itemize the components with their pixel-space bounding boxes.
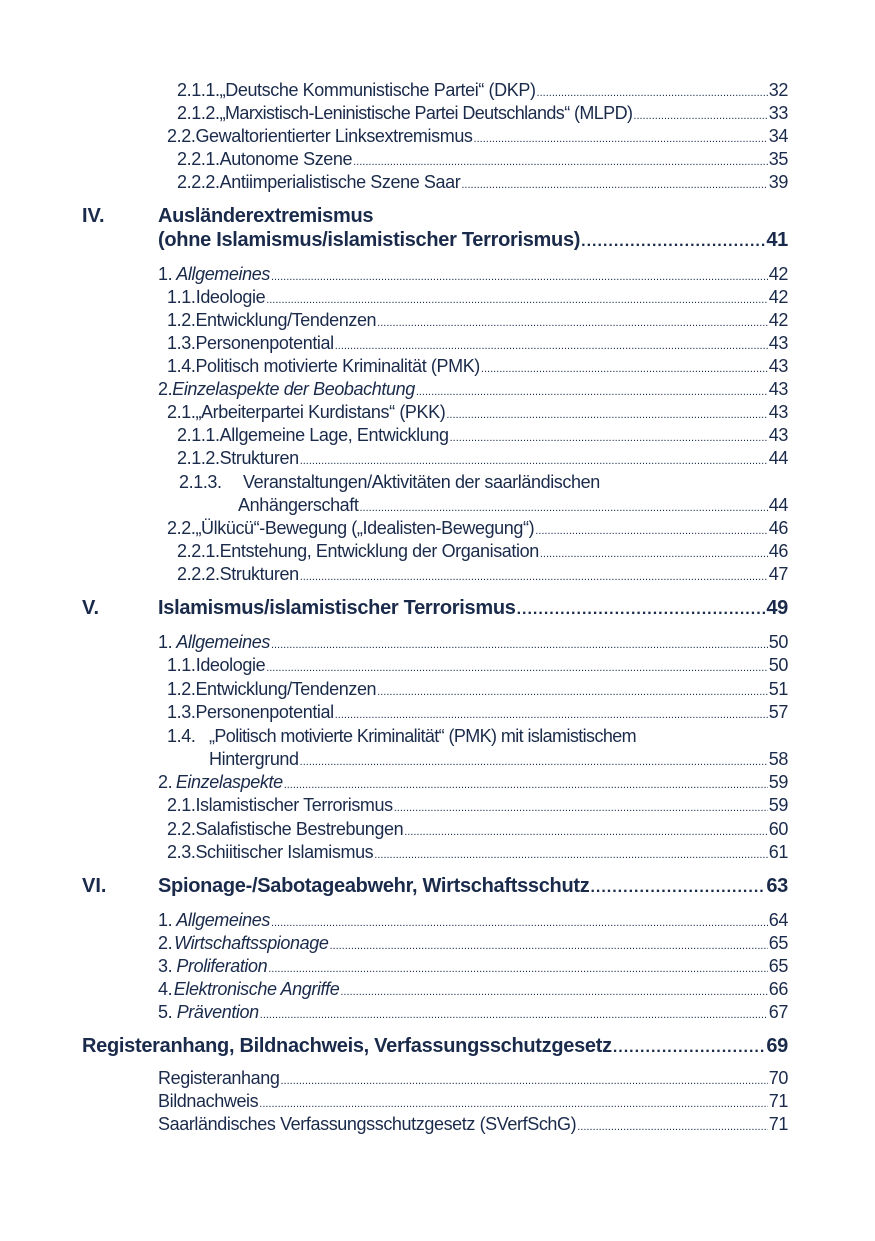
toc-entry-page: 44 bbox=[768, 495, 788, 515]
dot-leader bbox=[374, 842, 767, 863]
toc-entry-page: 71 bbox=[768, 1091, 788, 1111]
toc-entry[interactable] bbox=[158, 1114, 788, 1135]
toc-entry-number: 2.1. bbox=[167, 795, 196, 815]
toc-entry-title-line1[interactable]: Veranstaltungen/Aktivitäten der saarländischen bbox=[243, 472, 600, 492]
toc-entry[interactable] bbox=[158, 1068, 788, 1089]
toc-entry-page: 58 bbox=[768, 749, 788, 769]
toc-entry[interactable] bbox=[177, 448, 788, 469]
toc-entry-title: Ideologie bbox=[195, 287, 266, 307]
toc-entry[interactable] bbox=[158, 264, 788, 285]
dot-leader bbox=[633, 103, 767, 124]
toc-entry-page: 50 bbox=[768, 632, 788, 652]
toc-entry-number: 1.4. bbox=[167, 356, 196, 376]
toc-entry-number: 1.4. bbox=[167, 726, 196, 746]
toc-entry-page: 50 bbox=[768, 655, 788, 675]
section-roman-numeral: VI. bbox=[82, 875, 107, 897]
dot-leader bbox=[268, 956, 768, 977]
toc-entry-page: 43 bbox=[768, 356, 788, 376]
toc-entry[interactable] bbox=[177, 564, 788, 585]
dot-leader bbox=[577, 1114, 768, 1135]
toc-entry-title: Allgemeines bbox=[176, 910, 270, 930]
toc-entry-page: 44 bbox=[768, 448, 788, 468]
toc-entry[interactable] bbox=[177, 103, 788, 124]
toc-entry-page: 69 bbox=[766, 1035, 788, 1057]
dot-leader bbox=[271, 264, 768, 285]
toc-entry-number: 2.3. bbox=[167, 842, 196, 862]
toc-entry-page: 64 bbox=[768, 910, 788, 930]
toc-entry-number: 1.3. bbox=[167, 333, 196, 353]
toc-entry-title: Salafistische Bestrebungen bbox=[195, 819, 404, 839]
toc-entry-title-line2: Anhängerschaft bbox=[238, 495, 359, 515]
toc-entry-title: Islamistischer Terrorismus bbox=[195, 795, 393, 815]
toc-entry-title: Entstehung, Entwicklung der Organisation bbox=[219, 541, 539, 561]
toc-entry-page: 34 bbox=[768, 126, 788, 146]
dot-leader bbox=[461, 172, 767, 193]
toc-entry-page: 43 bbox=[768, 425, 788, 445]
toc-entry-title: Strukturen bbox=[219, 564, 299, 584]
toc-entry[interactable] bbox=[158, 772, 788, 793]
toc-section-heading[interactable] bbox=[82, 1035, 788, 1058]
toc-entry[interactable] bbox=[158, 379, 788, 400]
toc-entry-title: Allgemeines bbox=[176, 632, 270, 652]
toc-entry-page: 42 bbox=[768, 310, 788, 330]
dot-leader bbox=[450, 425, 768, 446]
toc-entry-page: 65 bbox=[768, 933, 788, 953]
dot-leader bbox=[540, 541, 768, 562]
dot-leader bbox=[340, 979, 767, 1000]
toc-entry-title: „Marxistisch-Leninistische Partei Deutschlands“ (MLPD) bbox=[219, 103, 633, 123]
toc-entry-number: 2.2.1. bbox=[177, 149, 220, 169]
toc-entry-number: 1.3. bbox=[167, 702, 196, 722]
toc-entry-title: Entwicklung/Tendenzen bbox=[195, 310, 377, 330]
toc-entry-title: Allgemeine Lage, Entwicklung bbox=[219, 425, 449, 445]
toc-entry-page: 66 bbox=[768, 979, 788, 999]
toc-entry-number: 2.1.1. bbox=[177, 425, 220, 445]
toc-entry-page: 60 bbox=[768, 819, 788, 839]
toc-entry-number: 2. bbox=[158, 933, 173, 953]
toc-entry-title: Prävention bbox=[176, 1002, 259, 1022]
dot-leader bbox=[353, 149, 768, 170]
dot-leader bbox=[271, 632, 768, 653]
toc-entry[interactable] bbox=[167, 356, 788, 377]
dot-leader bbox=[300, 564, 768, 585]
toc-entry[interactable] bbox=[167, 655, 788, 676]
toc-entry-title: Proliferation bbox=[176, 956, 268, 976]
toc-entry-title: Entwicklung/Tendenzen bbox=[195, 679, 377, 699]
dot-leader bbox=[446, 402, 767, 423]
toc-entry-number: 4. bbox=[158, 979, 173, 999]
section-heading-title: Islamismus/islamistischer Terrorismus bbox=[158, 597, 516, 619]
toc-entry[interactable] bbox=[167, 679, 788, 700]
toc-entry-page: 43 bbox=[768, 379, 788, 399]
toc-entry-title: Personenpotential bbox=[195, 702, 334, 722]
toc-entry[interactable] bbox=[158, 632, 788, 653]
toc-entry-number: 2.2. bbox=[167, 518, 196, 538]
dot-leader bbox=[517, 597, 766, 620]
toc-entry[interactable] bbox=[158, 1091, 788, 1112]
toc-entry-page: 42 bbox=[768, 287, 788, 307]
dot-leader bbox=[284, 772, 768, 793]
toc-entry-title: Autonome Szene bbox=[219, 149, 353, 169]
toc-entry[interactable] bbox=[177, 80, 788, 101]
toc-entry-page: 59 bbox=[768, 795, 788, 815]
toc-entry[interactable] bbox=[238, 495, 788, 516]
dot-leader bbox=[590, 875, 765, 898]
toc-entry-title: Einzelaspekte der Beobachtung bbox=[172, 379, 415, 399]
toc-entry-title: Allgemeines bbox=[176, 264, 270, 284]
toc-entry-page: 43 bbox=[768, 333, 788, 353]
toc-entry[interactable] bbox=[167, 126, 788, 147]
dot-leader bbox=[335, 333, 768, 354]
section-heading-line2: (ohne Islamismus/islamistischer Terrorismus) bbox=[158, 229, 581, 251]
dot-leader bbox=[266, 655, 768, 676]
dot-leader bbox=[335, 702, 768, 723]
toc-entry-title: Strukturen bbox=[219, 448, 299, 468]
toc-entry[interactable] bbox=[167, 402, 788, 423]
toc-entry-title: Ideologie bbox=[195, 655, 266, 675]
toc-entry-number: 2.2. bbox=[167, 819, 196, 839]
section-heading-line1[interactable]: Ausländerextremismus bbox=[158, 205, 374, 227]
toc-entry-page: 47 bbox=[768, 564, 788, 584]
dot-leader bbox=[474, 126, 768, 147]
section-heading-title: Spionage-/Sabotageabwehr, Wirtschaftsschutz bbox=[158, 875, 590, 897]
toc-entry-page: 49 bbox=[766, 597, 788, 619]
toc-entry-number: 5. bbox=[158, 1002, 173, 1022]
dot-leader bbox=[360, 495, 768, 516]
toc-entry-title: Saarländisches Verfassungsschutzgesetz (SVerfSchG) bbox=[158, 1114, 577, 1134]
toc-entry-number: 3. bbox=[158, 956, 173, 976]
toc-entry-page: 70 bbox=[768, 1068, 788, 1088]
toc-entry-title-line1[interactable]: „Politisch motivierte Kriminalität“ (PMK) mit islamistischem bbox=[209, 726, 637, 746]
toc-entry-number: 2.1.2. bbox=[177, 448, 220, 468]
toc-entry[interactable] bbox=[167, 842, 788, 863]
toc-entry-number: 2. bbox=[158, 379, 173, 399]
toc-entry[interactable] bbox=[158, 910, 788, 931]
toc-entry-page: 35 bbox=[768, 149, 788, 169]
dot-leader bbox=[581, 229, 765, 252]
toc-entry-title: Bildnachweis bbox=[158, 1091, 259, 1111]
section-roman-numeral: V. bbox=[82, 597, 100, 619]
toc-entry-number: 2. bbox=[158, 772, 173, 792]
toc-entry-number: 1.1. bbox=[167, 655, 196, 675]
dot-leader bbox=[260, 1002, 768, 1023]
toc-entry-number: 1.1. bbox=[167, 287, 196, 307]
toc-entry-number: 1. bbox=[158, 264, 173, 284]
toc-entry-title: Registeranhang bbox=[158, 1068, 280, 1088]
dot-leader bbox=[377, 310, 768, 331]
section-roman-numeral: IV. bbox=[82, 205, 105, 227]
dot-leader bbox=[259, 1091, 768, 1112]
toc-entry-page: 33 bbox=[768, 103, 788, 123]
toc-entry-title: Einzelaspekte bbox=[175, 772, 283, 792]
toc-entry-title: Elektronische Angriffe bbox=[173, 979, 340, 999]
toc-entry-number: 2.2.2. bbox=[177, 564, 220, 584]
toc-entry-page: 51 bbox=[768, 679, 788, 699]
toc-entry-number: 2.1. bbox=[167, 402, 196, 422]
dot-leader bbox=[377, 679, 768, 700]
toc-entry-number: 1.2. bbox=[167, 679, 196, 699]
dot-leader bbox=[394, 795, 768, 816]
toc-entry-number: 2.1.2. bbox=[177, 103, 220, 123]
toc-entry-page: 71 bbox=[768, 1114, 788, 1134]
toc-entry-title: Gewaltorientierter Linksextremismus bbox=[195, 126, 473, 146]
dot-leader bbox=[535, 518, 768, 539]
toc-entry[interactable] bbox=[167, 333, 788, 354]
toc-entry-title: „Arbeiterpartei Kurdistans“ (PKK) bbox=[195, 402, 446, 422]
toc-entry[interactable] bbox=[167, 819, 788, 840]
toc-entry-title: Schiitischer Islamismus bbox=[195, 842, 374, 862]
toc-entry-page: 39 bbox=[768, 172, 788, 192]
toc-entry-number: 1. bbox=[158, 910, 173, 930]
dot-leader bbox=[300, 749, 768, 770]
dot-leader bbox=[266, 287, 768, 308]
toc-entry-page: 59 bbox=[768, 772, 788, 792]
dot-leader bbox=[613, 1035, 766, 1058]
toc-entry-page: 65 bbox=[768, 956, 788, 976]
toc-entry[interactable] bbox=[167, 287, 788, 308]
toc-section-heading[interactable] bbox=[158, 875, 788, 898]
dot-leader bbox=[300, 448, 768, 469]
toc-entry[interactable] bbox=[167, 702, 788, 723]
toc-entry-title: „Ülkücü“-Bewegung („Idealisten-Bewegung“) bbox=[195, 518, 535, 538]
toc-entry-page: 63 bbox=[766, 875, 788, 897]
dot-leader bbox=[537, 80, 768, 101]
toc-entry-page: 32 bbox=[768, 80, 788, 100]
dot-leader bbox=[271, 910, 768, 931]
toc-entry-number: 2.1.1. bbox=[177, 80, 220, 100]
toc-entry[interactable] bbox=[158, 956, 788, 977]
toc-entry[interactable] bbox=[177, 172, 788, 193]
dot-leader bbox=[416, 379, 768, 400]
toc-entry[interactable] bbox=[167, 310, 788, 331]
toc-entry-title-line2: Hintergrund bbox=[209, 749, 299, 769]
toc-entry-page: 43 bbox=[768, 402, 788, 422]
toc-entry-title: „Deutsche Kommunistische Partei“ (DKP) bbox=[219, 80, 536, 100]
toc-entry-title: Wirtschaftsspionage bbox=[174, 933, 329, 953]
toc-entry-title: Personenpotential bbox=[195, 333, 334, 353]
toc-entry[interactable] bbox=[209, 749, 788, 770]
toc-entry-number: 2.2.1. bbox=[177, 541, 220, 561]
dot-leader bbox=[281, 1068, 768, 1089]
toc-entry-page: 46 bbox=[768, 541, 788, 561]
toc-entry[interactable] bbox=[158, 933, 788, 954]
toc-entry-page: 46 bbox=[768, 518, 788, 538]
toc-entry-page: 67 bbox=[768, 1002, 788, 1022]
dot-leader bbox=[329, 933, 767, 954]
toc-entry[interactable] bbox=[177, 541, 788, 562]
toc-entry[interactable] bbox=[177, 425, 788, 446]
toc-entry[interactable] bbox=[158, 1002, 788, 1023]
toc-entry-page: 41 bbox=[766, 229, 788, 251]
toc-entry-page: 42 bbox=[768, 264, 788, 284]
toc-entry[interactable] bbox=[167, 795, 788, 816]
dot-leader bbox=[481, 356, 768, 377]
toc-entry-title: Politisch motivierte Kriminalität (PMK) bbox=[195, 356, 480, 376]
toc-entry-number: 1.2. bbox=[167, 310, 196, 330]
toc-entry[interactable] bbox=[177, 149, 788, 170]
toc-section-heading[interactable] bbox=[158, 597, 788, 620]
toc-entry-number: 2.2. bbox=[167, 126, 196, 146]
toc-entry[interactable] bbox=[158, 979, 788, 1000]
toc-entry-title: Antiimperialistische Szene Saar bbox=[219, 172, 461, 192]
toc-entry-number: 2.2.2. bbox=[177, 172, 220, 192]
toc-entry-page: 57 bbox=[768, 702, 788, 722]
toc-entry-number: 1. bbox=[158, 632, 173, 652]
dot-leader bbox=[404, 819, 768, 840]
toc-section-heading[interactable] bbox=[158, 229, 788, 252]
toc-entry[interactable] bbox=[167, 518, 788, 539]
toc-entry-number: 2.1.3. bbox=[179, 472, 222, 492]
toc-entry-page: 61 bbox=[768, 842, 788, 862]
section-heading-title: Registeranhang, Bildnachweis, Verfassungsschutzgesetz bbox=[82, 1035, 612, 1057]
